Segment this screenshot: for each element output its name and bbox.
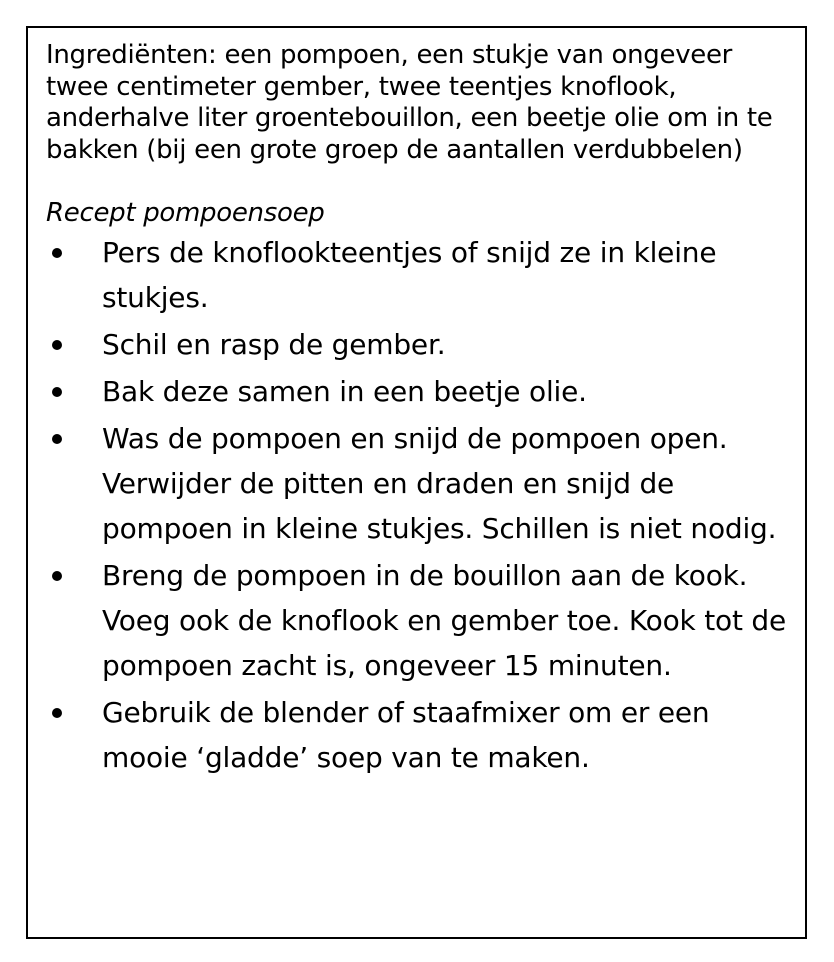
list-item bbox=[46, 416, 793, 551]
list-item bbox=[46, 553, 793, 688]
bullet-dot-icon bbox=[52, 434, 62, 444]
recipe-title: Recept pompoensoep bbox=[46, 197, 325, 228]
list-item bbox=[46, 322, 793, 367]
step-text: Gebruik de blender of staafmixer om er een mooie ‘gladde’ soep van te maken. bbox=[102, 695, 710, 774]
list-item bbox=[46, 230, 793, 320]
bullet-dot-icon bbox=[52, 340, 62, 350]
bullet-dot-icon bbox=[52, 571, 62, 581]
ingredients-paragraph: Ingrediënten: een pompoen, een stukje van ongeveer twee centimeter gember, twee teentjes knoflook, anderhalve liter groentebouillon, een beetje olie om in te bakken (bij een grote groep de aantallen verdubbelen) bbox=[46, 40, 773, 165]
step-text: Was de pompoen en snijd de pompoen open. Verwijder de pitten en draden en snijd de pompoen in kleine stukjes. Schillen is niet nodig. bbox=[102, 421, 777, 545]
step-text: Breng de pompoen in de bouillon aan de kook. Voeg ook de knoflook en gember toe. Kook tot de pompoen zacht is, ongeveer 15 minuten. bbox=[102, 558, 787, 682]
list-item bbox=[46, 369, 793, 414]
bullet-dot-icon bbox=[52, 708, 62, 718]
step-text: Schil en rasp de gember. bbox=[102, 327, 446, 361]
bullet-dot-icon bbox=[52, 387, 62, 397]
bullet-dot-icon bbox=[52, 248, 62, 258]
recipe-steps-list bbox=[46, 230, 793, 780]
recipe-content bbox=[46, 40, 793, 782]
list-item bbox=[46, 690, 793, 780]
step-text: Bak deze samen in een beetje olie. bbox=[102, 374, 587, 408]
step-text: Pers de knoflookteentjes of snijd ze in kleine stukjes. bbox=[102, 235, 717, 314]
recipe-box bbox=[26, 26, 807, 939]
